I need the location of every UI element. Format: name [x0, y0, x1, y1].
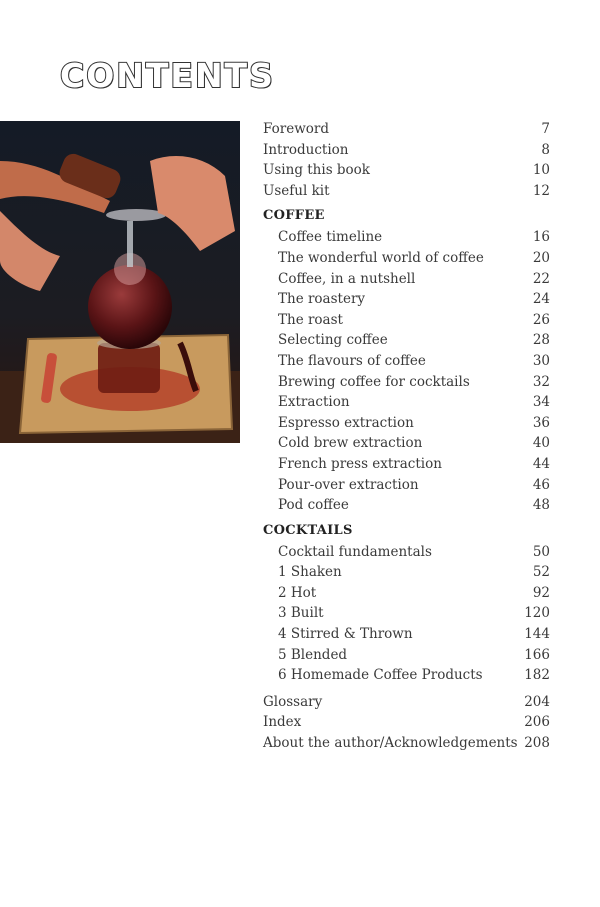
cocktail-photo [0, 121, 240, 443]
toc-entry[interactable]: Pour-over extraction 46 [278, 476, 550, 493]
toc-entry[interactable]: Brewing coffee for cocktails 32 [278, 373, 550, 390]
toc-entry-using-this-book[interactable]: Using this book 10 [263, 162, 550, 179]
toc-entry-about-the-author[interactable]: About the author/Acknowledgements 208 [263, 735, 550, 752]
toc-entry[interactable]: 6 Homemade Coffee Products 182 [278, 667, 550, 684]
toc-entry[interactable]: French press extraction 44 [278, 455, 550, 472]
toc-entry-introduction[interactable]: Introduction 8 [263, 141, 550, 158]
toc-entry[interactable]: 4 Stirred & Thrown 144 [278, 626, 550, 643]
toc-entry[interactable]: The wonderful world of coffee 20 [278, 249, 550, 266]
toc-entry[interactable]: Cocktail fundamentals 50 [278, 543, 550, 560]
toc-entry[interactable]: The flavours of coffee 30 [278, 352, 550, 369]
section-heading-coffee: COFFEE [263, 208, 325, 224]
table-of-contents [263, 119, 550, 754]
toc-entry-glossary[interactable]: Glossary 204 [263, 693, 550, 710]
page-title: CONTENTS [60, 56, 275, 95]
toc-entry[interactable]: 3 Built 120 [278, 605, 550, 622]
toc-entry-foreword[interactable]: Foreword 7 [263, 121, 550, 137]
section-heading-cocktails: COCKTAILS [263, 522, 353, 538]
toc-entry[interactable]: Pod coffee 48 [278, 497, 550, 514]
toc-entry[interactable]: Coffee, in a nutshell 22 [278, 270, 550, 287]
toc-entry-useful-kit[interactable]: Useful kit 12 [263, 182, 550, 199]
toc-entry-index[interactable]: Index 206 [263, 714, 550, 731]
toc-entry[interactable]: 2 Hot 92 [278, 584, 550, 601]
toc-entry[interactable]: 1 Shaken 52 [278, 564, 550, 581]
toc-entry[interactable]: The roastery 24 [278, 291, 550, 308]
toc-entry[interactable]: Espresso extraction 36 [278, 414, 550, 431]
toc-entry[interactable]: The roast 26 [278, 311, 550, 328]
toc-entry[interactable]: Extraction 34 [278, 394, 550, 411]
toc-entry[interactable]: Cold brew extraction 40 [278, 435, 550, 452]
toc-entry[interactable]: 5 Blended 166 [278, 646, 550, 663]
toc-entry[interactable]: Selecting coffee 28 [278, 332, 550, 349]
toc-entry[interactable]: Coffee timeline 16 [278, 229, 550, 246]
